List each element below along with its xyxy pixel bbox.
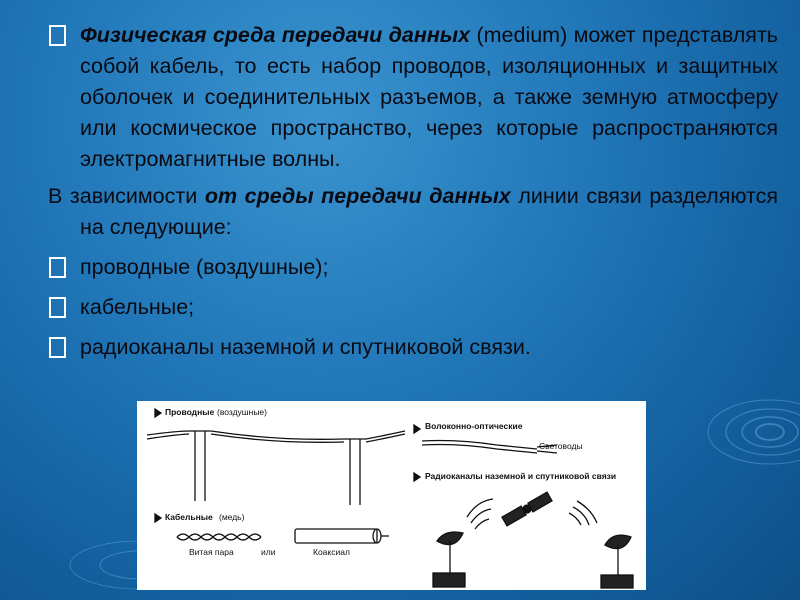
- wired-note: (воздушные): [217, 407, 267, 417]
- or-label: или: [261, 547, 276, 557]
- medium-term: Физическая среда передачи данных: [80, 23, 471, 47]
- list-item: [48, 252, 778, 283]
- list-item: [48, 292, 778, 323]
- list-item-label: радиоканалы наземной и спутниковой связи.: [80, 335, 531, 359]
- wired-title: Проводные: [165, 407, 215, 417]
- list-item: [48, 332, 778, 363]
- coax-label: Коаксиал: [313, 547, 350, 557]
- satellite-dish-icon: [601, 535, 633, 588]
- media-illustration: [137, 401, 646, 590]
- satellite-icon: [502, 492, 552, 526]
- cable-title: Кабельные: [165, 512, 213, 522]
- marker-fiber-icon: [414, 425, 420, 433]
- classification-emphasis: от среды передачи данных: [204, 184, 511, 208]
- coax-icon: [295, 529, 389, 543]
- fiber-optic-icon: [422, 441, 557, 454]
- radio-wave-icon: [569, 513, 581, 525]
- cable-note: (медь): [219, 512, 245, 522]
- square-bullet-icon: [48, 296, 68, 319]
- marker-cable-icon: [155, 514, 161, 522]
- classification-intro: В зависимости: [48, 184, 205, 208]
- marker-radio-icon: [414, 473, 420, 481]
- satellite-dish-icon: [433, 532, 465, 587]
- paragraph-medium-definition: [48, 20, 778, 175]
- media-drawing: [137, 401, 646, 590]
- medium-definition-text: (medium) может представлять собой кабель, то есть набор проводов, изоляционных и защитных оболочек и соединительных разъемов, а также земную атмосферу или космическое пространство, через которые распространяются электромагнитные волны.: [80, 23, 778, 171]
- list-item-label: проводные (воздушные);: [80, 255, 329, 279]
- square-bullet-icon: [48, 24, 68, 47]
- wire-icon: [211, 431, 344, 439]
- fiber-title: Волоконно-оптические: [425, 421, 523, 431]
- twisted-pair-label: Витая пара: [189, 547, 234, 557]
- paragraph-classification: [48, 181, 778, 243]
- radio-title: Радиоканалы наземной и спутниковой связи: [425, 471, 617, 481]
- list-item-label: кабельные;: [80, 295, 195, 319]
- square-bullet-icon: [48, 336, 68, 359]
- marker-wired-icon: [155, 409, 161, 417]
- pole-right-icon: [344, 439, 366, 505]
- slide-text: [48, 20, 778, 363]
- pole-left-icon: [189, 431, 211, 501]
- fiber-label: Световоды: [539, 441, 583, 451]
- classification-rest: линии связи разделяются на следующие:: [80, 184, 778, 239]
- square-bullet-icon: [48, 256, 68, 279]
- radio-wave-icon: [475, 519, 489, 529]
